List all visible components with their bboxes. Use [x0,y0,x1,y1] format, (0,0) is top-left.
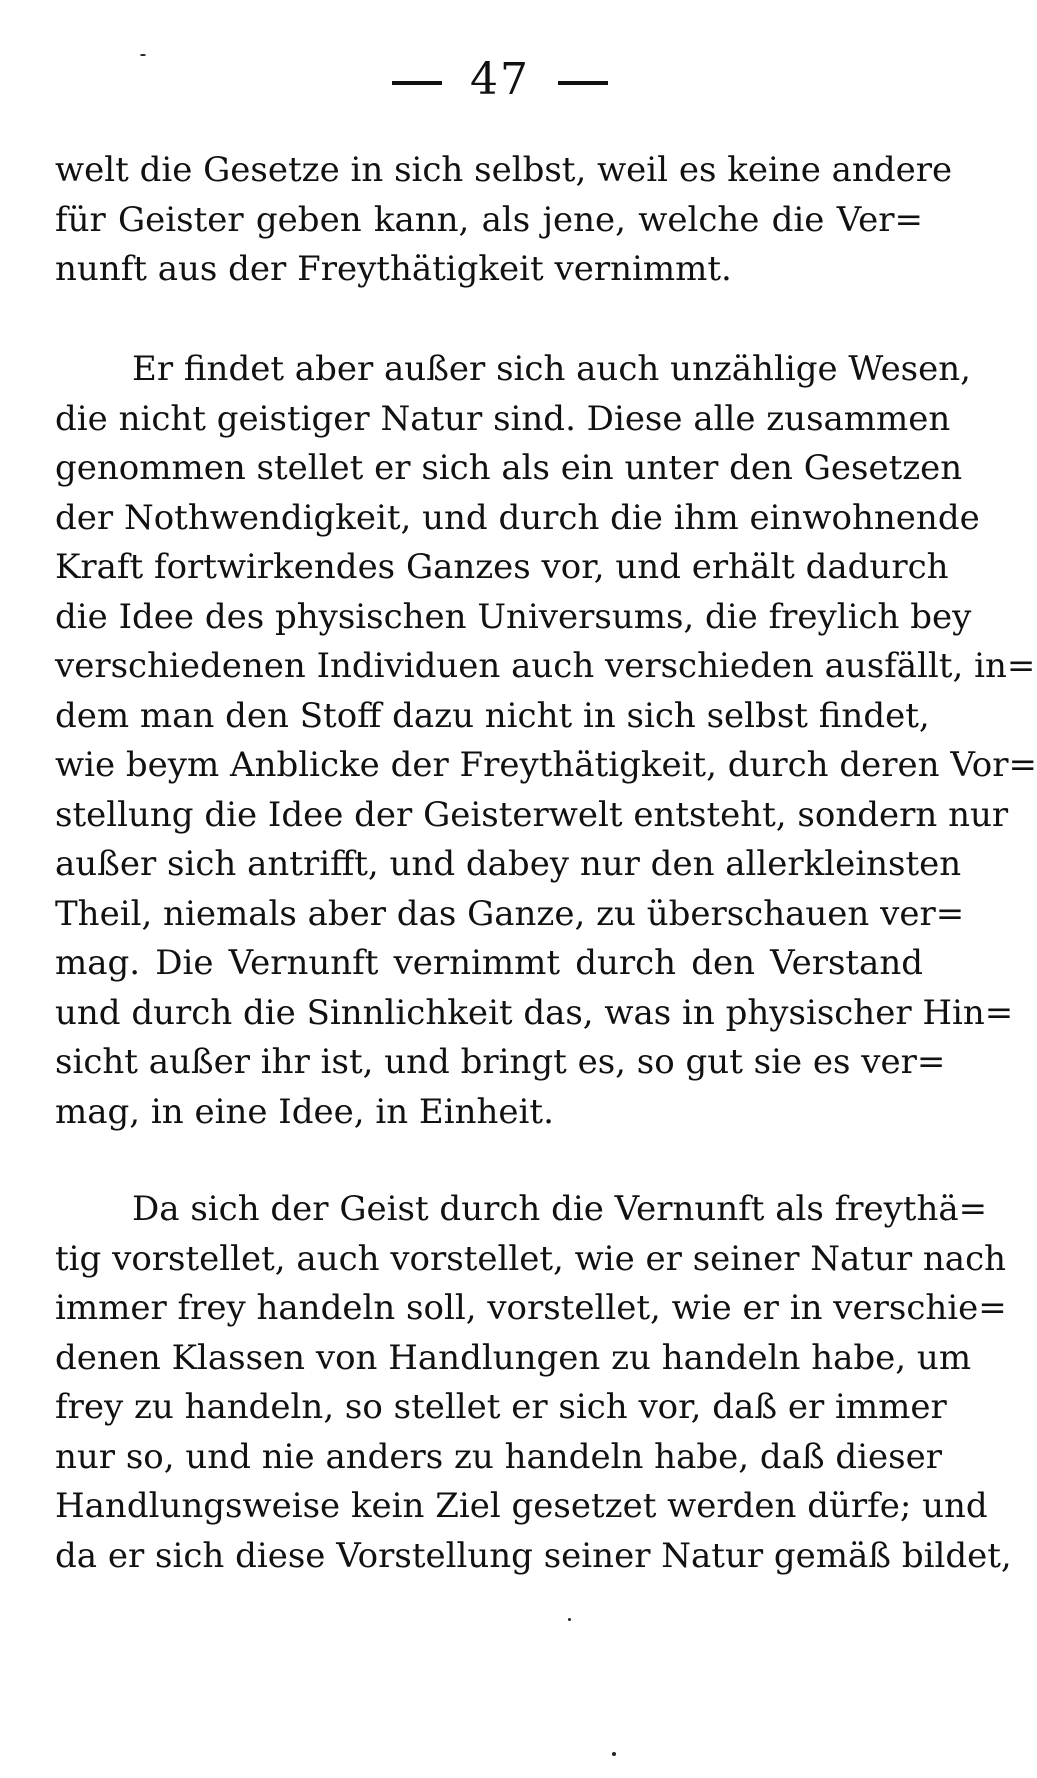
text-line: Er findet aber außer sich auch unzählige Wesen, [132,349,971,389]
page-header [0,54,1000,105]
text-line: tig vorstellet, auch vorstellet, wie er seiner Natur nach [55,1238,1007,1279]
text-line: Da sich der Geist durch die Vernunft als freythä= [132,1189,988,1229]
page-number: 47 [470,54,530,105]
paragraph [55,146,953,295]
text-line: genommen stellet er sich als ein unter den Gesetzen [55,448,963,488]
text-line: Kraft fortwirkendes Ganzes vor, und erhält dadurch [55,547,949,587]
text-line: der Nothwendigkeit, und durch die ihm einwohnende [55,497,980,538]
text-line: dem man den Stoff dazu nicht in sich selbst findet, [55,695,930,736]
text-line: nur so, und nie anders zu handeln habe, daß dieser [55,1436,942,1477]
text-line: wie beym Anblicke der Freythätigkeit, durch deren Vor= [55,745,1037,785]
print-speck [140,54,146,56]
text-line: mag. Die Vernunft vernimmt durch den Verstand [55,943,923,983]
text-line: immer frey handeln soll, vorstellet, wie er in verschie= [55,1288,1007,1328]
header-dash-left [392,81,442,85]
text-line: und durch die Sinnlichkeit das, was in physischer Hin= [55,992,1014,1033]
text-line: sicht außer ihr ist, und bringt es, so gut sie es ver= [55,1042,946,1082]
header-dash-right [558,81,608,85]
print-speck [612,1752,616,1756]
text-line: mag, in eine Idee, in Einheit. [55,1091,554,1132]
text-line: welt die Gesetze in sich selbst, weil es keine andere [55,150,953,190]
text-line: frey zu handeln, so stellet er sich vor, daß er immer [55,1387,947,1427]
print-speck [568,1618,571,1621]
text-line: die nicht geistiger Natur sind. Diese alle zusammen [55,398,951,439]
text-line: stellung die Idee der Geisterwelt entsteht, sondern nur [55,794,1009,835]
text-line: verschiedenen Individuen auch verschieden ausfällt, in= [55,646,1036,686]
text-line: Theil, niemals aber das Ganze, zu überschauen ver= [55,893,965,934]
text-line: da er sich diese Vorstellung seiner Natur gemäß bildet, [55,1535,1012,1576]
text-line: außer sich antrifft, und dabey nur den allerkleinsten [55,844,962,884]
text-line: für Geister geben kann, als jene, welche die Ver= [55,199,923,240]
paragraph [55,1185,1012,1581]
paragraph [55,345,1037,1137]
text-line: die Idee des physischen Universums, die freylich bey [55,596,972,637]
text-line: Handlungsweise kein Ziel gesetzet werden dürfe; und [55,1486,988,1526]
text-line: denen Klassen von Handlungen zu handeln habe, um [55,1337,972,1378]
text-line: nunft aus der Freythätigkeit vernimmt. [55,249,732,289]
